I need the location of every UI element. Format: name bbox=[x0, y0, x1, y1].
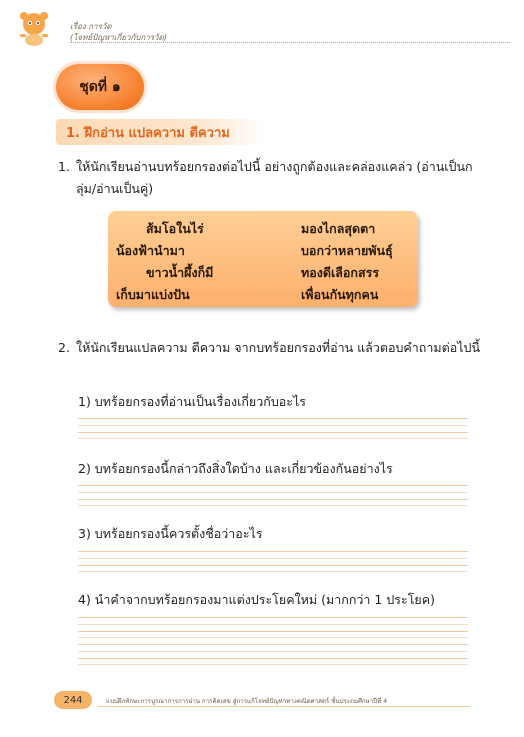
answer-line[interactable] bbox=[78, 551, 468, 552]
answer-line[interactable] bbox=[78, 644, 468, 645]
footer-text: แบบฝึกทักษะการบูรณาการการอ่าน การคิดเลข สู่การแก้โจทย์ปัญหาทางคณิตศาสตร์ ชั้นประถมศึกษาปีที่ 4 bbox=[106, 698, 388, 705]
answer-line[interactable] bbox=[78, 425, 468, 426]
answer-line[interactable] bbox=[78, 617, 468, 618]
sub-question-2: 2) บทร้อยกรองนี้กล่าวถึงสิ่งใดบ้าง และเกี่ยวข้องกันอย่างไร bbox=[78, 461, 393, 476]
answer-line[interactable] bbox=[78, 571, 468, 572]
answer-line[interactable] bbox=[78, 432, 468, 433]
header-title: เรื่อง การวัด bbox=[70, 22, 112, 31]
header-divider bbox=[70, 42, 510, 43]
set-badge-label: ชุดที่ ๑ bbox=[79, 79, 121, 95]
sub-question-1: 1) บทร้อยกรองที่อ่านเป็นเรื่องเกี่ยวกับอะไร bbox=[78, 394, 306, 409]
header-subtitle: (โจทย์ปัญหาเกี่ยวกับการวัด) bbox=[70, 33, 167, 42]
question-2-text: ให้นักเรียนแปลความ ตีความ จากบทร้อยกรองที่อ่าน แล้วตอบคำถามต่อไปนี้ bbox=[76, 340, 481, 355]
answer-line[interactable] bbox=[78, 418, 468, 419]
answer-line[interactable] bbox=[78, 505, 468, 506]
poem-line: เพื่อนกันทุกคน bbox=[301, 287, 379, 302]
question-2-number: 2. bbox=[58, 340, 70, 355]
set-badge bbox=[56, 64, 144, 110]
poem-line: ขาวน้ำผึ้งก็มี bbox=[146, 265, 214, 280]
answer-line[interactable] bbox=[78, 651, 468, 652]
question-1-number: 1. bbox=[58, 159, 70, 174]
answer-line[interactable] bbox=[78, 438, 468, 439]
sub-question-4: 4) นำคำจากบทร้อยกรองมาแต่งประโยคใหม่ (มากกว่า 1 ประโยค) bbox=[78, 592, 435, 607]
answer-line[interactable] bbox=[78, 631, 468, 632]
poem-line: ส้มโอในไร่ bbox=[146, 221, 204, 236]
mascot-icon bbox=[12, 8, 56, 48]
poem-box bbox=[108, 211, 418, 307]
question-2 bbox=[58, 337, 486, 359]
page-header bbox=[12, 8, 512, 48]
answer-line[interactable] bbox=[78, 658, 468, 659]
answer-line[interactable] bbox=[78, 492, 468, 493]
page-number-badge bbox=[54, 691, 92, 709]
poem-line: บอกว่าหลายพันธุ์ bbox=[301, 243, 393, 258]
poem-line: ทองดีเลือกสรร bbox=[301, 265, 380, 280]
answer-line[interactable] bbox=[78, 637, 468, 638]
poem-line: มองไกลสุดตา bbox=[301, 221, 376, 236]
answer-line[interactable] bbox=[78, 565, 468, 566]
footer-divider bbox=[98, 706, 470, 707]
section-title: 1. ฝึกอ่าน แปลความ ตีความ bbox=[66, 125, 230, 141]
answer-line[interactable] bbox=[78, 485, 468, 486]
page-number: 244 bbox=[63, 694, 83, 706]
answer-line[interactable] bbox=[78, 499, 468, 500]
answer-line[interactable] bbox=[78, 664, 468, 665]
question-1-text: ให้นักเรียนอ่านบทร้อยกรองต่อไปนี้ อย่างถูกต้องและคล่องแคล่ว (อ่านเป็นกลุ่ม/อ่านเป็นคู่) bbox=[76, 159, 473, 196]
poem-line: น้องฟ้านำมา bbox=[116, 243, 185, 258]
answer-line[interactable] bbox=[78, 558, 468, 559]
question-1 bbox=[58, 156, 486, 200]
answer-line[interactable] bbox=[78, 624, 468, 625]
poem-line: เก็บมาแบ่งปัน bbox=[116, 287, 190, 302]
section-heading bbox=[56, 119, 266, 145]
sub-question-3: 3) บทร้อยกรองนี้ควรตั้งชื่อว่าอะไร bbox=[78, 526, 263, 541]
